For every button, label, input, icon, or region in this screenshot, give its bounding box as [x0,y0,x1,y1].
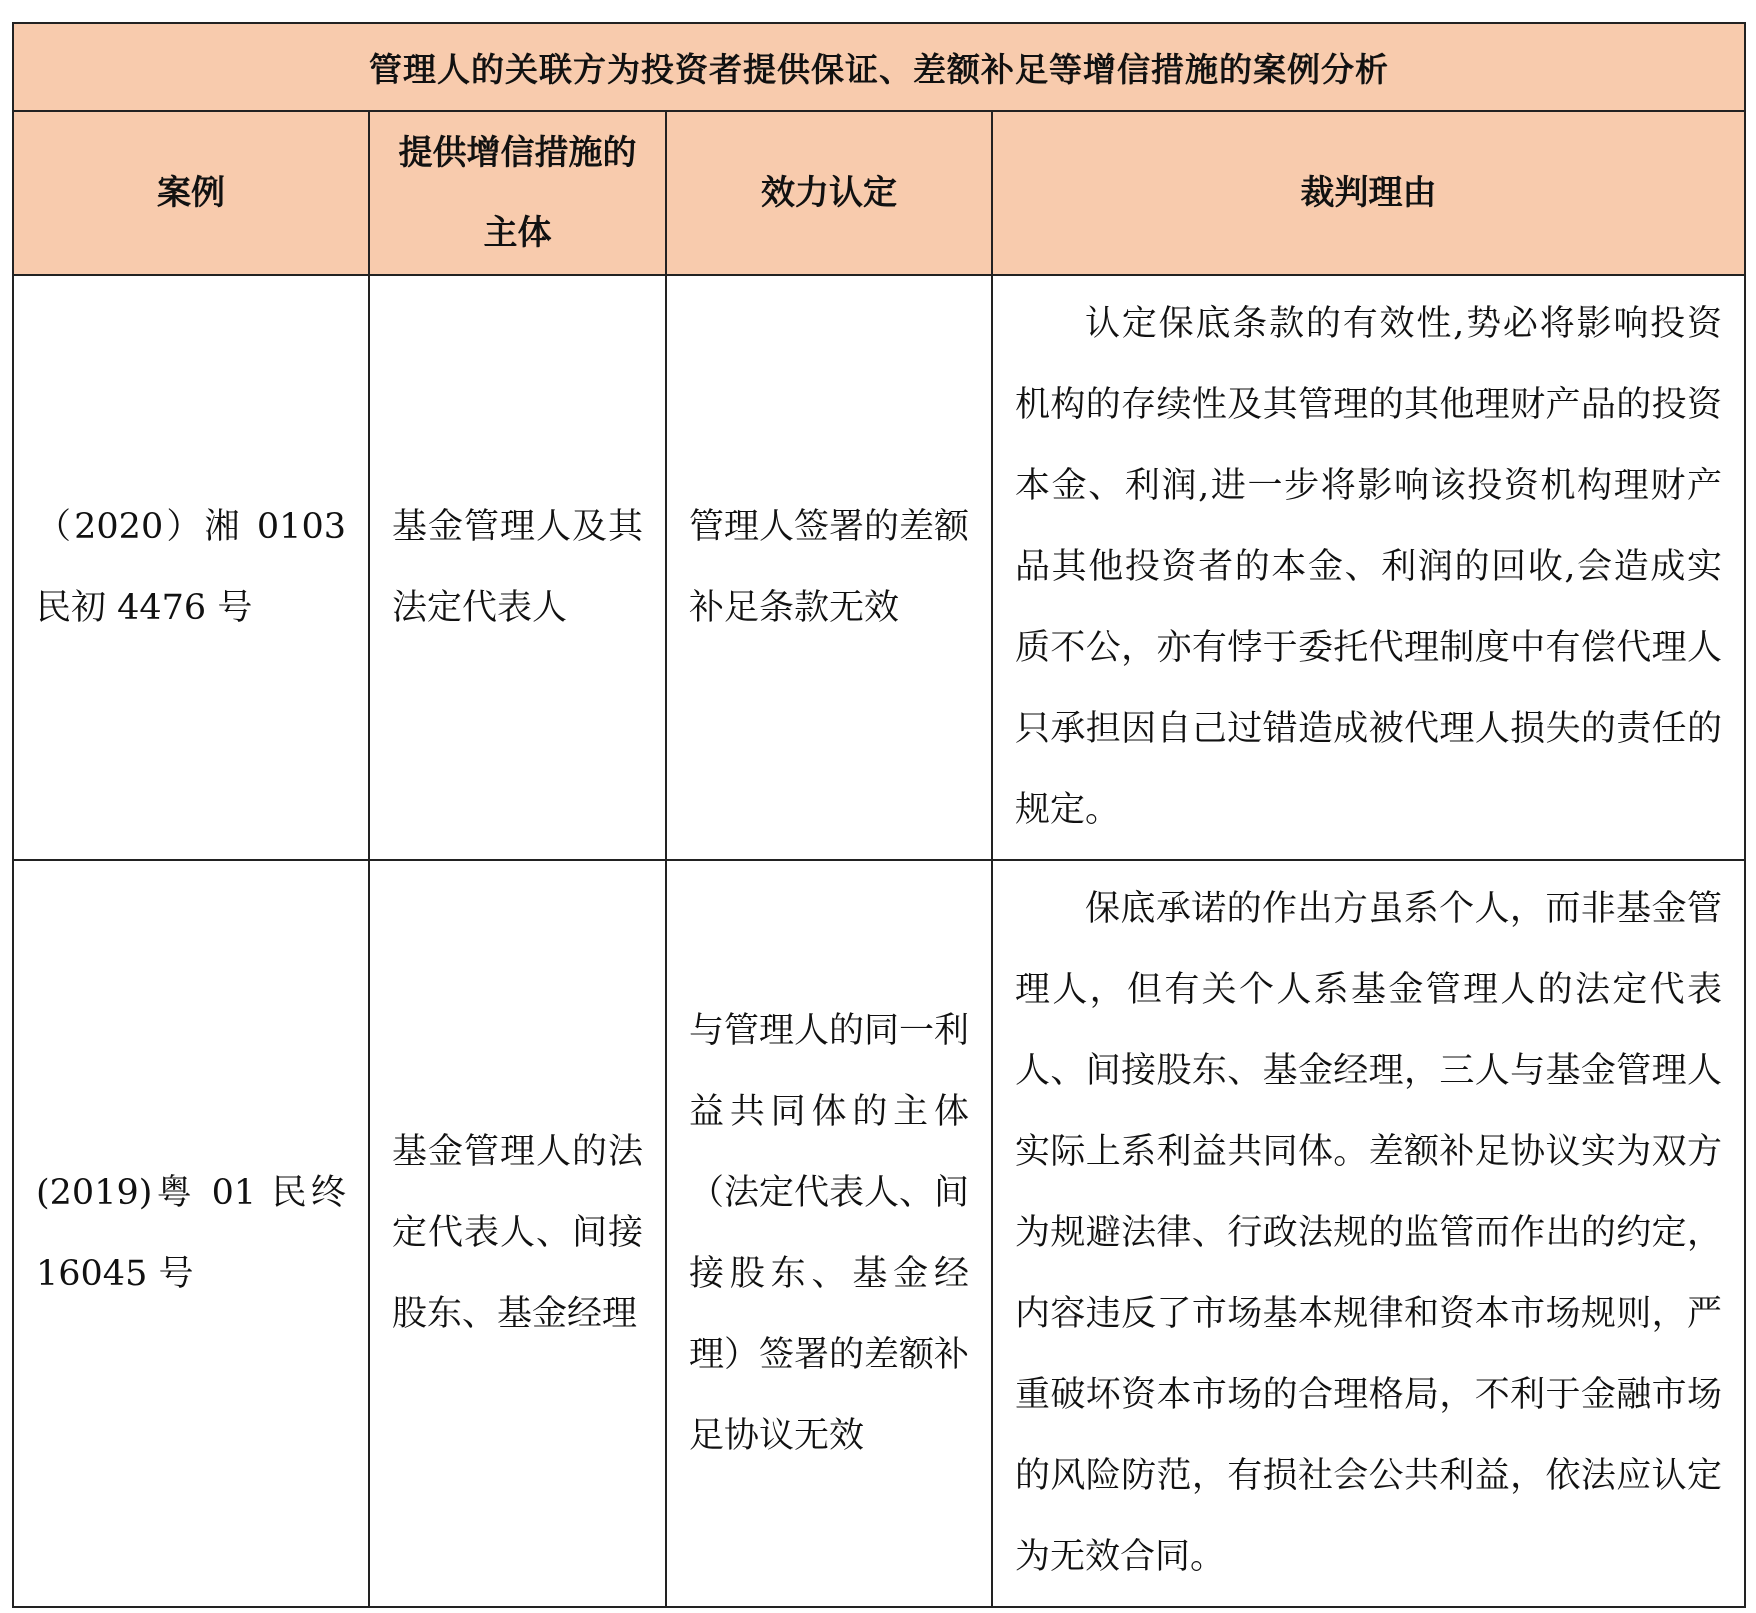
title-row [13,23,1745,111]
validity-cell: 与管理人的同一利益共同体的主体（法定代表人、间接股东、基金经理）签署的差额补足协议无效 [666,860,992,1607]
table-title: 管理人的关联方为投资者提供保证、差额补足等增信措施的案例分析 [13,23,1745,111]
reason-text: 保底承诺的作出方虽系个人，而非基金管理人，但有关个人系基金管理人的法定代表人、间接股东、基金经理，三人与基金管理人实际上系利益共同体。差额补足协议实为双方为规避法律、行政法规的监管而作出的约定，内容违反了市场基本规律和资本市场规则，严重破坏资本市场的合理格局，不利于金融市场的风险防范，有损社会公共利益，依法应认定为无效合同。 [1015,889,1722,1577]
case-analysis-table [12,22,1746,1608]
header-reason: 裁判理由 [992,111,1745,275]
case-cell: (2019)粤 01 民终 16045 号 [13,860,369,1607]
subject-cell: 基金管理人的法定代表人、间接股东、基金经理 [369,860,666,1607]
table-row [13,275,1745,860]
subject-cell: 基金管理人及其法定代表人 [369,275,666,860]
reason-text: 认定保底条款的有效性,势必将影响投资机构的存续性及其管理的其他理财产品的投资本金、利润,进一步将影响该投资机构理财产品其他投资者的本金、利润的回收,会造成实质不公，亦有悖于委托代理制度中有偿代理人只承担因自己过错造成被代理人损失的责任的规定。 [1015,304,1722,830]
header-row [13,111,1745,275]
validity-cell: 管理人签署的差额补足条款无效 [666,275,992,860]
header-subject: 提供增信措施的主体 [369,111,666,275]
header-case: 案例 [13,111,369,275]
reason-cell [992,275,1745,860]
case-cell: （2020）湘 0103 民初 4476 号 [13,275,369,860]
table-row [13,860,1745,1607]
reason-cell [992,860,1745,1607]
header-validity: 效力认定 [666,111,992,275]
